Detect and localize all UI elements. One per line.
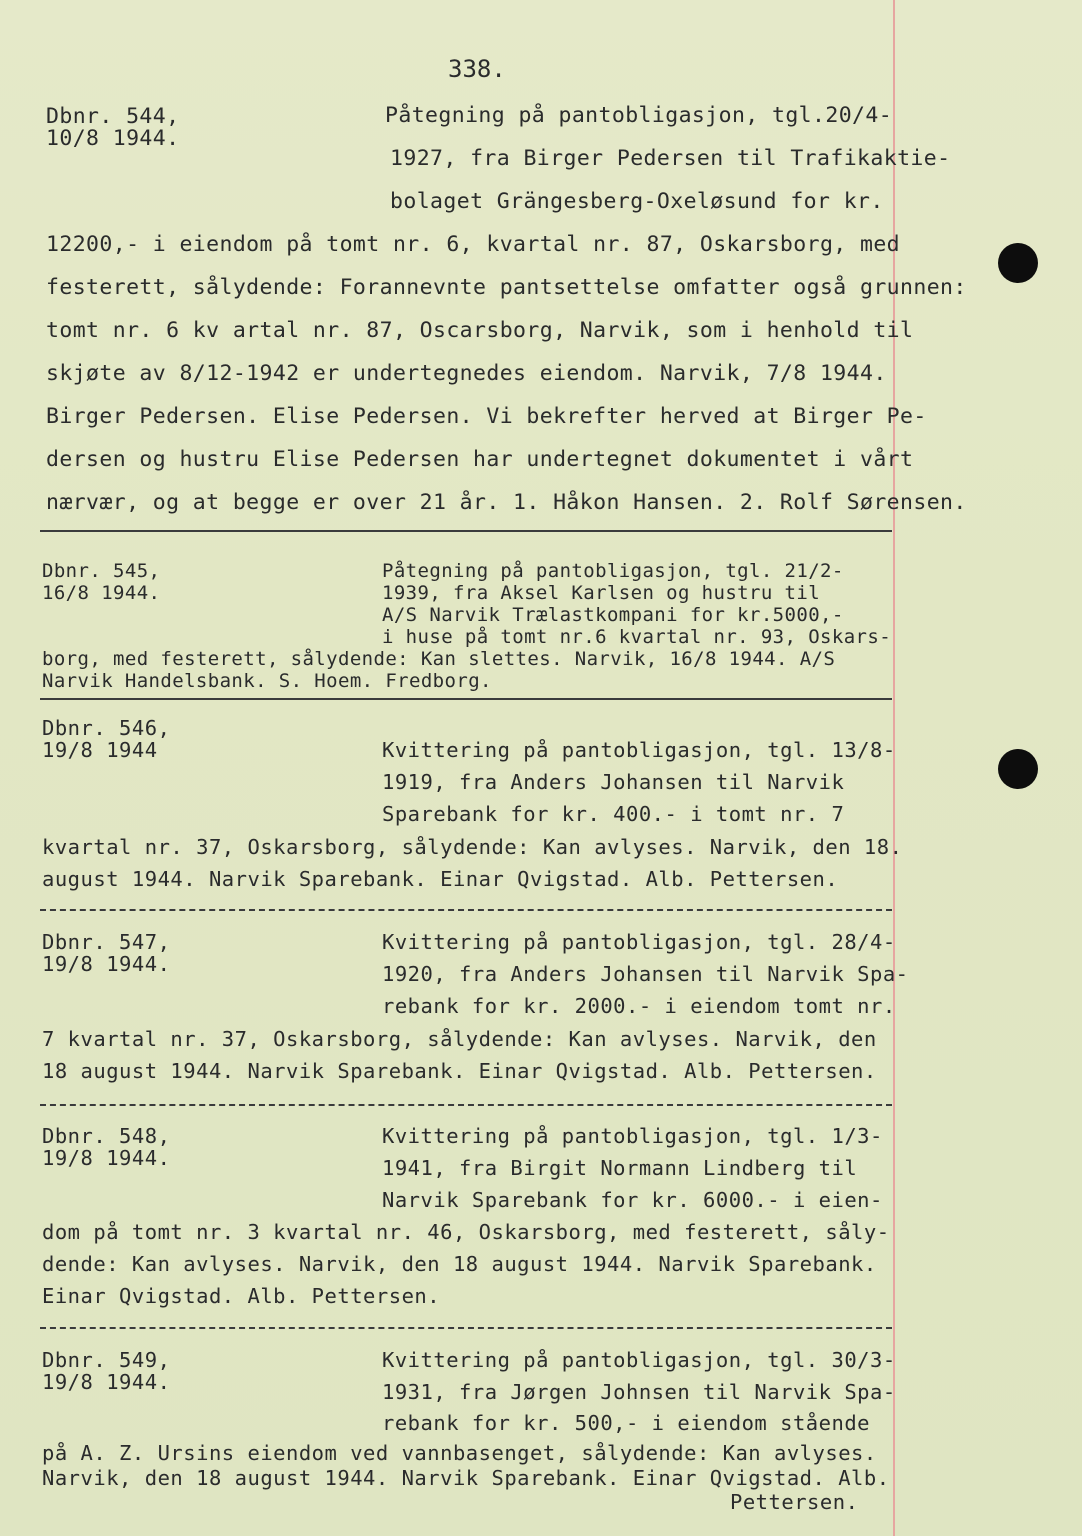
entry-date: 19/8 1944. bbox=[42, 1370, 171, 1394]
entry-text-line: Kvittering på pantobligasjon, tgl. 1/3- bbox=[382, 1124, 883, 1148]
entry-text-line: 1931, fra Jørgen Johnsen til Narvik Spa- bbox=[382, 1380, 896, 1404]
entry-text-line: 1941, fra Birgit Normann Lindberg til bbox=[382, 1156, 858, 1180]
entry-text-line: rebank for kr. 2000.- i eiendom tomt nr. bbox=[382, 994, 896, 1018]
entry-text-line: skjøte av 8/12-1942 er undertegnedes eiendom. Narvik, 7/8 1944. bbox=[46, 361, 887, 386]
binder-hole bbox=[998, 749, 1038, 789]
entry-date: 16/8 1944. bbox=[42, 582, 161, 604]
entry-text-line: Birger Pedersen. Elise Pedersen. Vi bekrefter herved at Birger Pe- bbox=[46, 404, 927, 429]
entry-dbnr: Dbnr. 549, bbox=[42, 1348, 171, 1372]
entry-text-line: Sparebank for kr. 400.- i tomt nr. 7 bbox=[382, 802, 845, 826]
entry-date: 19/8 1944 bbox=[42, 738, 158, 762]
margin-rule bbox=[893, 0, 895, 1536]
entry-text-line: på A. Z. Ursins eiendom ved vannbasenget, sålydende: Kan avlyses. bbox=[42, 1441, 877, 1465]
entry-dbnr: Dbnr. 544, bbox=[46, 104, 180, 129]
entry-dbnr: Dbnr. 545, bbox=[42, 560, 161, 582]
entry-text-line: kvartal nr. 37, Oskarsborg, sålydende: Kan avlyses. Narvik, den 18. bbox=[42, 835, 903, 859]
entry-text-line: Kvittering på pantobligasjon, tgl. 28/4- bbox=[382, 930, 896, 954]
entry-dbnr: Dbnr. 548, bbox=[42, 1124, 171, 1148]
entry-text-line: A/S Narvik Trælastkompani for kr.5000,- bbox=[382, 604, 844, 626]
entry-date: 19/8 1944. bbox=[42, 952, 171, 976]
entry-text-line: dende: Kan avlyses. Narvik, den 18 august 1944. Narvik Sparebank. bbox=[42, 1252, 877, 1276]
entry-text-line: 7 kvartal nr. 37, Oskarsborg, sålydende: Kan avlyses. Narvik, den bbox=[42, 1027, 877, 1051]
entry-date: 19/8 1944. bbox=[42, 1146, 171, 1170]
entry-separator bbox=[40, 1104, 892, 1106]
entry-text-line: Narvik Sparebank for kr. 6000.- i eien- bbox=[382, 1188, 883, 1212]
entry-text-line: Kvittering på pantobligasjon, tgl. 13/8- bbox=[382, 738, 896, 762]
entry-separator bbox=[40, 698, 892, 700]
binder-hole bbox=[998, 243, 1038, 283]
entry-text-line: rebank for kr. 500,- i eiendom stående bbox=[382, 1411, 870, 1435]
entry-separator bbox=[40, 909, 892, 911]
entry-separator bbox=[40, 530, 892, 532]
entry-text-line: tomt nr. 6 kv artal nr. 87, Oscarsborg, Narvik, som i henhold til bbox=[46, 318, 914, 343]
entry-text-line: Kvittering på pantobligasjon, tgl. 30/3- bbox=[382, 1348, 896, 1372]
entry-dbnr: Dbnr. 546, bbox=[42, 716, 171, 740]
entry-text-line: Narvik, den 18 august 1944. Narvik Sparebank. Einar Qvigstad. Alb. bbox=[42, 1466, 890, 1490]
entry-text-line: 1927, fra Birger Pedersen til Trafikaktie- bbox=[390, 146, 951, 171]
entry-text-line: 12200,- i eiendom på tomt nr. 6, kvartal nr. 87, Oskarsborg, med bbox=[46, 232, 901, 257]
entry-text-line: nærvær, og at begge er over 21 år. 1. Håkon Hansen. 2. Rolf Sørensen. bbox=[46, 490, 967, 515]
page-number: 338. bbox=[448, 55, 506, 83]
entry-text-line: bolaget Grängesberg-Oxeløsund for kr. bbox=[390, 189, 884, 214]
entry-text-line: Einar Qvigstad. Alb. Pettersen. bbox=[42, 1284, 441, 1308]
entry-text-line: Narvik Handelsbank. S. Hoem. Fredborg. bbox=[42, 670, 492, 692]
entry-text-line: Påtegning på pantobligasjon, tgl. 21/2- bbox=[382, 560, 844, 582]
entry-text-line: dom på tomt nr. 3 kvartal nr. 46, Oskarsborg, med festerett, såly- bbox=[42, 1220, 890, 1244]
entry-text-line: 1919, fra Anders Johansen til Narvik bbox=[382, 770, 845, 794]
entry-text-line: 1920, fra Anders Johansen til Narvik Spa- bbox=[382, 962, 909, 986]
entry-separator bbox=[40, 1327, 892, 1329]
entry-text-line: 18 august 1944. Narvik Sparebank. Einar Qvigstad. Alb. Pettersen. bbox=[42, 1059, 877, 1083]
entry-date: 10/8 1944. bbox=[46, 126, 180, 151]
entry-text-line: 1939, fra Aksel Karlsen og hustru til bbox=[382, 582, 821, 604]
entry-text-line: dersen og hustru Elise Pedersen har undertegnet dokumentet i vårt bbox=[46, 447, 914, 472]
entry-text-line: august 1944. Narvik Sparebank. Einar Qvigstad. Alb. Pettersen. bbox=[42, 867, 839, 891]
entry-text-line: i huse på tomt nr.6 kvartal nr. 93, Oskars- bbox=[382, 626, 892, 648]
entry-text-line: borg, med festerett, sålydende: Kan slettes. Narvik, 16/8 1944. A/S bbox=[42, 648, 836, 670]
entry-text-line: Pettersen. bbox=[730, 1490, 859, 1514]
entry-text-line: Påtegning på pantobligasjon, tgl.20/4- bbox=[385, 103, 893, 128]
entry-dbnr: Dbnr. 547, bbox=[42, 930, 171, 954]
entry-text-line: festerett, sålydende: Forannevnte pantsettelse omfatter også grunnen: bbox=[46, 275, 967, 300]
